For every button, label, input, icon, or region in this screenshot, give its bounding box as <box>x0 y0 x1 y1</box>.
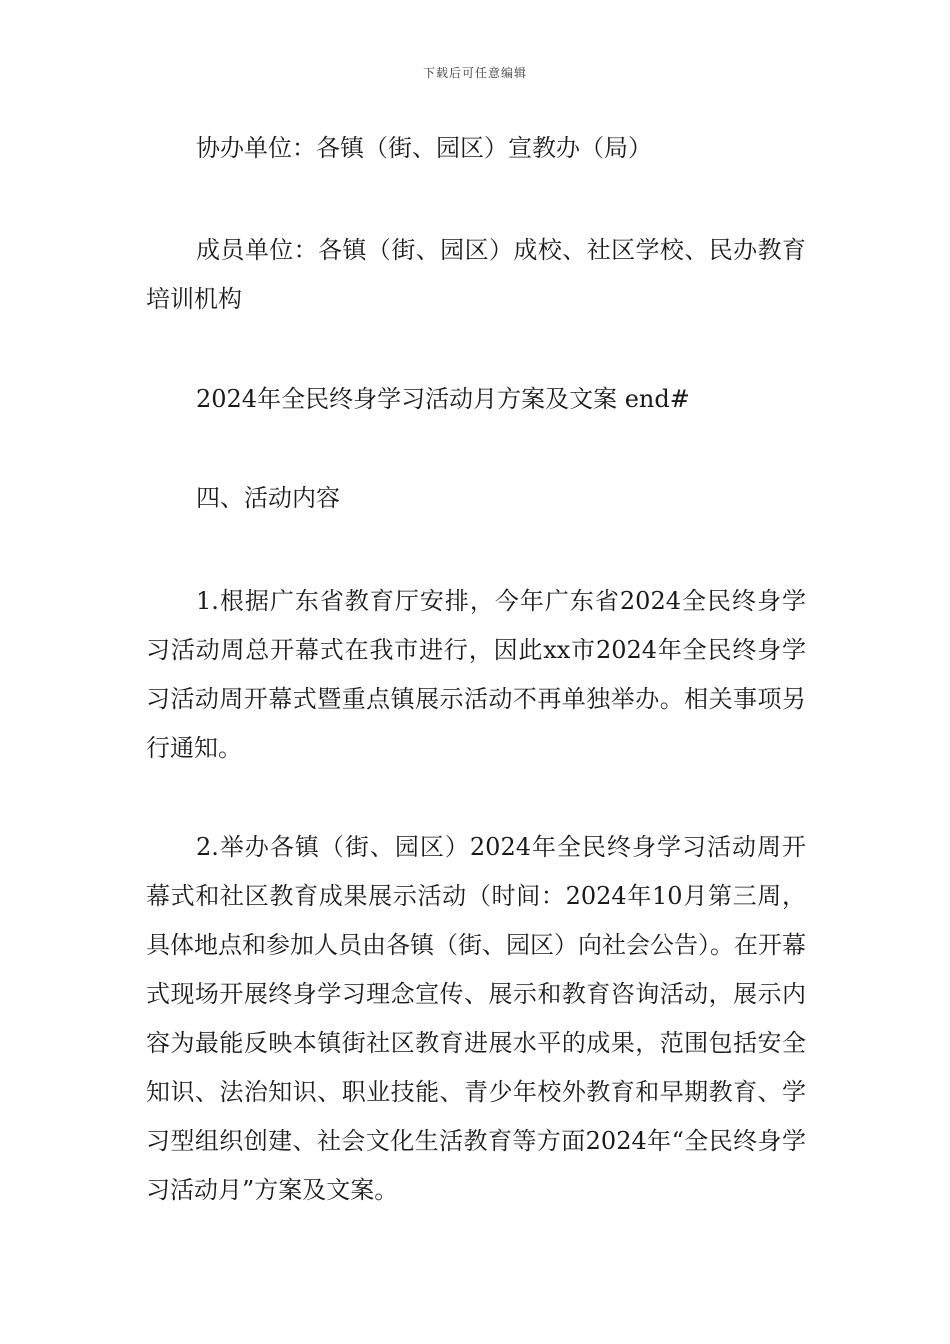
paragraph-co-organizer: 协办单位：各镇（街、园区）宣教办（局） <box>196 134 652 162</box>
page-header-note: 下载后可任意编辑 <box>422 66 527 80</box>
paragraph-member-units: 成员单位：各镇（街、园区）成校、社区学校、民办教育培训机构 <box>146 236 806 313</box>
paragraph-title-line: 2024年全民终身学习活动月方案及文案 end# <box>196 385 690 413</box>
paragraph-item-1: 1.根据广东省教育厅安排，今年广东省2024全民终身学习活动周总开幕式在我市进行，因此xx市2024年全民终身学习活动周开幕式暨重点镇展示活动不再单独举办。相关事项另行通知。 <box>146 587 806 762</box>
paragraph-item-2: 2.举办各镇（街、园区）2024年全民终身学习活动周开幕式和社区教育成果展示活动（时间：2024年10月第三周，具体地点和参加人员由各镇（街、园区）向社会公告）。在开幕式现场开展终身学习理念宣传、展示和教育咨询活动，展示内容为最能反映本镇街社区教育进展水平的成果，范围包括安全知识、法治知识、职业技能、青少年校外教育和早期教育、学习型组织创建、社会文化生活教育等方面2024年“全民终身学习活动月”方案及文案。 <box>146 833 806 1204</box>
section-heading-activity-content: 四、活动内容 <box>196 484 340 512</box>
